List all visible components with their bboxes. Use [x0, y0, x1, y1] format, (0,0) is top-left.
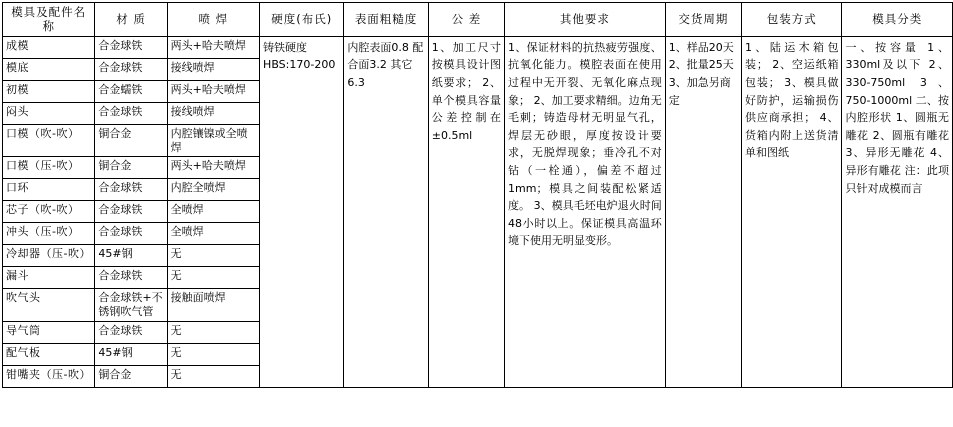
- column-header-tolerance: 公 差: [428, 3, 504, 37]
- cell-material: 合金球铁+不锈钢吹气管: [95, 289, 167, 322]
- cell-mold-name: 模底: [3, 58, 95, 80]
- cell-lead-time: 1、样品20天 2、批量25天 3、加急另商定: [665, 36, 741, 387]
- cell-welding: 无: [167, 267, 259, 289]
- cell-material: 合金球铁: [95, 36, 167, 58]
- cell-classification: 一、按容量 1、330ml及以下 2、330-750ml 3、750-1000ml 二、按内腔形状 1、圆瓶无雕花 2、圆瓶有雕花 3、异形无雕花 4、异形有雕花 注：此项只针对成模而言: [842, 36, 953, 387]
- cell-mold-name: 配气板: [3, 343, 95, 365]
- cell-welding: 全喷焊: [167, 201, 259, 223]
- cell-welding: 接线喷焊: [167, 58, 259, 80]
- cell-material: 合金球铁: [95, 223, 167, 245]
- cell-mold-name: 吹气头: [3, 289, 95, 322]
- cell-mold-name: 成模: [3, 36, 95, 58]
- column-header-packing: 包装方式: [742, 3, 842, 37]
- cell-welding: 内腔全喷焊: [167, 179, 259, 201]
- column-header-lead-time: 交货周期: [665, 3, 741, 37]
- cell-welding: 内腔镶镍或全喷焊: [167, 124, 259, 157]
- cell-tolerance: 1、加工尺寸按模具设计图纸要求； 2、单个模具容量公差控制在±0.5ml: [428, 36, 504, 387]
- cell-mold-name: 芯子（吹-吹）: [3, 201, 95, 223]
- column-header-classification: 模具分类: [842, 3, 953, 37]
- cell-material: 合金球铁: [95, 267, 167, 289]
- cell-welding: 无: [167, 365, 259, 387]
- cell-mold-name: 漏斗: [3, 267, 95, 289]
- cell-welding: 两头+哈夫喷焊: [167, 157, 259, 179]
- cell-mold-name: 闷头: [3, 102, 95, 124]
- table-row: [3, 36, 953, 58]
- cell-mold-name: 口模（吹-吹）: [3, 124, 95, 157]
- cell-mold-name: 导气筒: [3, 321, 95, 343]
- cell-welding: 两头+哈夫喷焊: [167, 80, 259, 102]
- cell-mold-name: 初模: [3, 80, 95, 102]
- cell-welding: 无: [167, 245, 259, 267]
- cell-material: 铜合金: [95, 157, 167, 179]
- cell-packing: 1、陆运木箱包装； 2、空运纸箱包装； 3、模具做好防护，运输损伤供应商承担； 4、货箱内附上送货清单和图纸: [742, 36, 842, 387]
- table-header-row: [3, 3, 953, 37]
- cell-material: 合金球铁: [95, 201, 167, 223]
- cell-hardness: 铸铁硬度HBS:170-200: [260, 36, 344, 387]
- cell-welding: 接触面喷焊: [167, 289, 259, 322]
- cell-material: 合金球铁: [95, 321, 167, 343]
- mold-spec-table: [2, 2, 953, 388]
- cell-mold-name: 口环: [3, 179, 95, 201]
- cell-mold-name: 口模（压-吹）: [3, 157, 95, 179]
- table-body: [3, 36, 953, 387]
- column-header-other-requirements: 其他要求: [505, 3, 666, 37]
- column-header-name: 模具及配件名称: [3, 3, 95, 37]
- cell-welding: 全喷焊: [167, 223, 259, 245]
- cell-welding: 无: [167, 343, 259, 365]
- cell-welding: 接线喷焊: [167, 102, 259, 124]
- column-header-hardness: 硬度(布氏): [260, 3, 344, 37]
- cell-mold-name: 冷却器（压-吹）: [3, 245, 95, 267]
- cell-material: 合金球铁: [95, 102, 167, 124]
- spec-sheet: [0, 2, 953, 427]
- column-header-roughness: 表面粗糙度: [344, 3, 428, 37]
- cell-material: 45#钢: [95, 343, 167, 365]
- cell-material: 铜合金: [95, 124, 167, 157]
- cell-material: 合金蠕铁: [95, 80, 167, 102]
- cell-welding: 两头+哈夫喷焊: [167, 36, 259, 58]
- cell-mold-name: 冲头（压-吹）: [3, 223, 95, 245]
- column-header-welding: 喷 焊: [167, 3, 259, 37]
- cell-welding: 无: [167, 321, 259, 343]
- cell-material: 45#钢: [95, 245, 167, 267]
- cell-roughness: 内腔表面0.8 配合面3.2 其它6.3: [344, 36, 428, 387]
- column-header-material: 材 质: [95, 3, 167, 37]
- cell-other-requirements: 1、保证材料的抗热疲劳强度、抗氧化能力。模腔表面在使用过程中无开裂、无氧化麻点现象； 2、加工要求精细。边角无毛刺；铸造母材无明显气孔，焊层无砂眼，厚度按设计要求，无脱焊现象；垂冷孔不对钻（一栓通），偏差不超过1mm；模具之间装配松紧适度。 3、模具毛坯电炉退火时间48小时以上。保证模具高温环境下使用无明显变形。: [505, 36, 666, 387]
- cell-material: 合金球铁: [95, 179, 167, 201]
- cell-mold-name: 钳嘴夹（压-吹）: [3, 365, 95, 387]
- cell-material: 铜合金: [95, 365, 167, 387]
- cell-material: 合金球铁: [95, 58, 167, 80]
